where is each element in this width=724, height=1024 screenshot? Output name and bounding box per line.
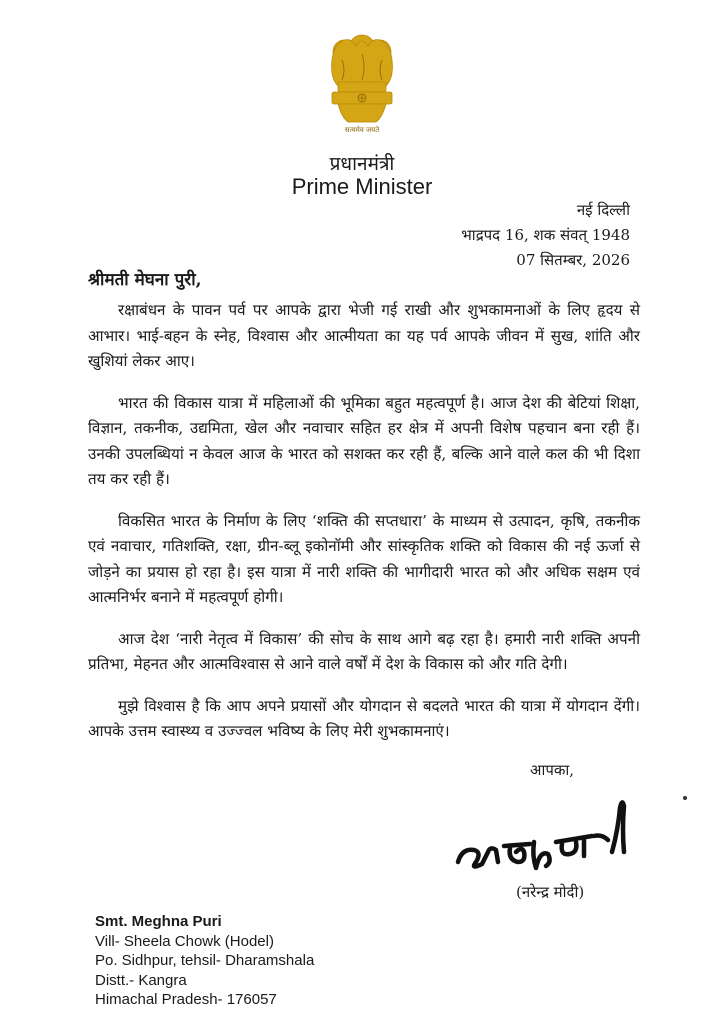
- handwritten-signature-icon: [452, 790, 642, 890]
- date: 07 सितम्बर, 2026: [516, 251, 630, 269]
- place-date-block: [461, 198, 630, 273]
- address-line: Vill- Sheela Chowk (Hodel): [95, 932, 274, 950]
- saka-date: भाद्रपद 16, शक संवत् 1948: [461, 226, 630, 244]
- ink-dot: [683, 796, 687, 800]
- address-line: Distt.- Kangra: [95, 971, 187, 989]
- paragraph: रक्षाबंधन के पावन पर्व पर आपके द्वारा भेजी गई राखी और शुभकामनाओं के लिए हृदय से आभार। भाई-बहन के स्नेह, विश्वास और आत्मीयता का यह पर्व आपके जीवन में सुख, शांति और खुशियां लेकर आए।: [88, 301, 640, 370]
- paragraph: आज देश ‘नारी नेतृत्व में विकास’ की सोच के साथ आगे बढ़ रहा है। हमारी नारी शक्ति अपनी प्रतिभा, मेहनत और आत्मविश्वास से आने वाले वर्षों में देश के विकास को और गति देगी।: [88, 629, 640, 673]
- address-line: Po. Sidhpur, tehsil- Dharamshala: [95, 952, 315, 969]
- signatory-name: (नरेन्द्र मोदी): [516, 883, 585, 901]
- letter-body: [88, 298, 640, 761]
- national-emblem-icon: [322, 30, 402, 140]
- emblem-motto: सत्यमेव जयते: [344, 126, 380, 134]
- paragraph: विकसित भारत के निर्माण के लिए ‘शक्ति की सप्तधारा’ के माध्यम से उत्पादन, कृषि, तकनीक एवं नवाचार, गतिशक्ति, रक्षा, ग्रीन-ब्लू इकोनॉमी और सांस्कृतिक शक्ति को विकास की नई ऊर्जा से जोड़ने का प्रयास हो रहा है। इस यात्रा में नारी शक्ति की भागीदारी भारत को और अधिक सक्षम एवं आत्मनिर्भर बनाने में महत्वपूर्ण होगी।: [88, 511, 640, 606]
- paragraph: मुझे विश्वास है कि आप अपने प्रयासों और योगदान से बदलते भारत की यात्रा में योगदान देंगी। आपके उत्तम स्वास्थ्य व उज्ज्वल भविष्य के लिए मेरी शुभकामनाएं।: [88, 696, 640, 740]
- city: नई दिल्ली: [576, 201, 630, 219]
- recipient-name: Smt. Meghna Puri: [95, 913, 222, 930]
- salutation: श्रीमती मेघना पुरी,: [88, 270, 202, 290]
- address-line: Himachal Pradesh- 176057: [95, 991, 277, 1008]
- paragraph: भारत की विकास यात्रा में महिलाओं की भूमिका बहुत महत्वपूर्ण है। आज देश की बेटियां शिक्षा, विज्ञान, तकनीक, उद्यमिता, खेल और नवाचार सहित हर क्षेत्र में अपनी विशेष पहचान बना रही हैं। उनकी उपलब्धियां न केवल आज के भारत को सशक्त कर रही हैं, बल्कि आने वाले कल की भी दिशा तय कर रही हैं।: [88, 393, 640, 488]
- closing: आपका,: [530, 761, 575, 779]
- recipient-address: [95, 912, 314, 1010]
- title-english: Prime Minister: [291, 174, 433, 199]
- title-hindi: प्रधानमंत्री: [329, 153, 395, 175]
